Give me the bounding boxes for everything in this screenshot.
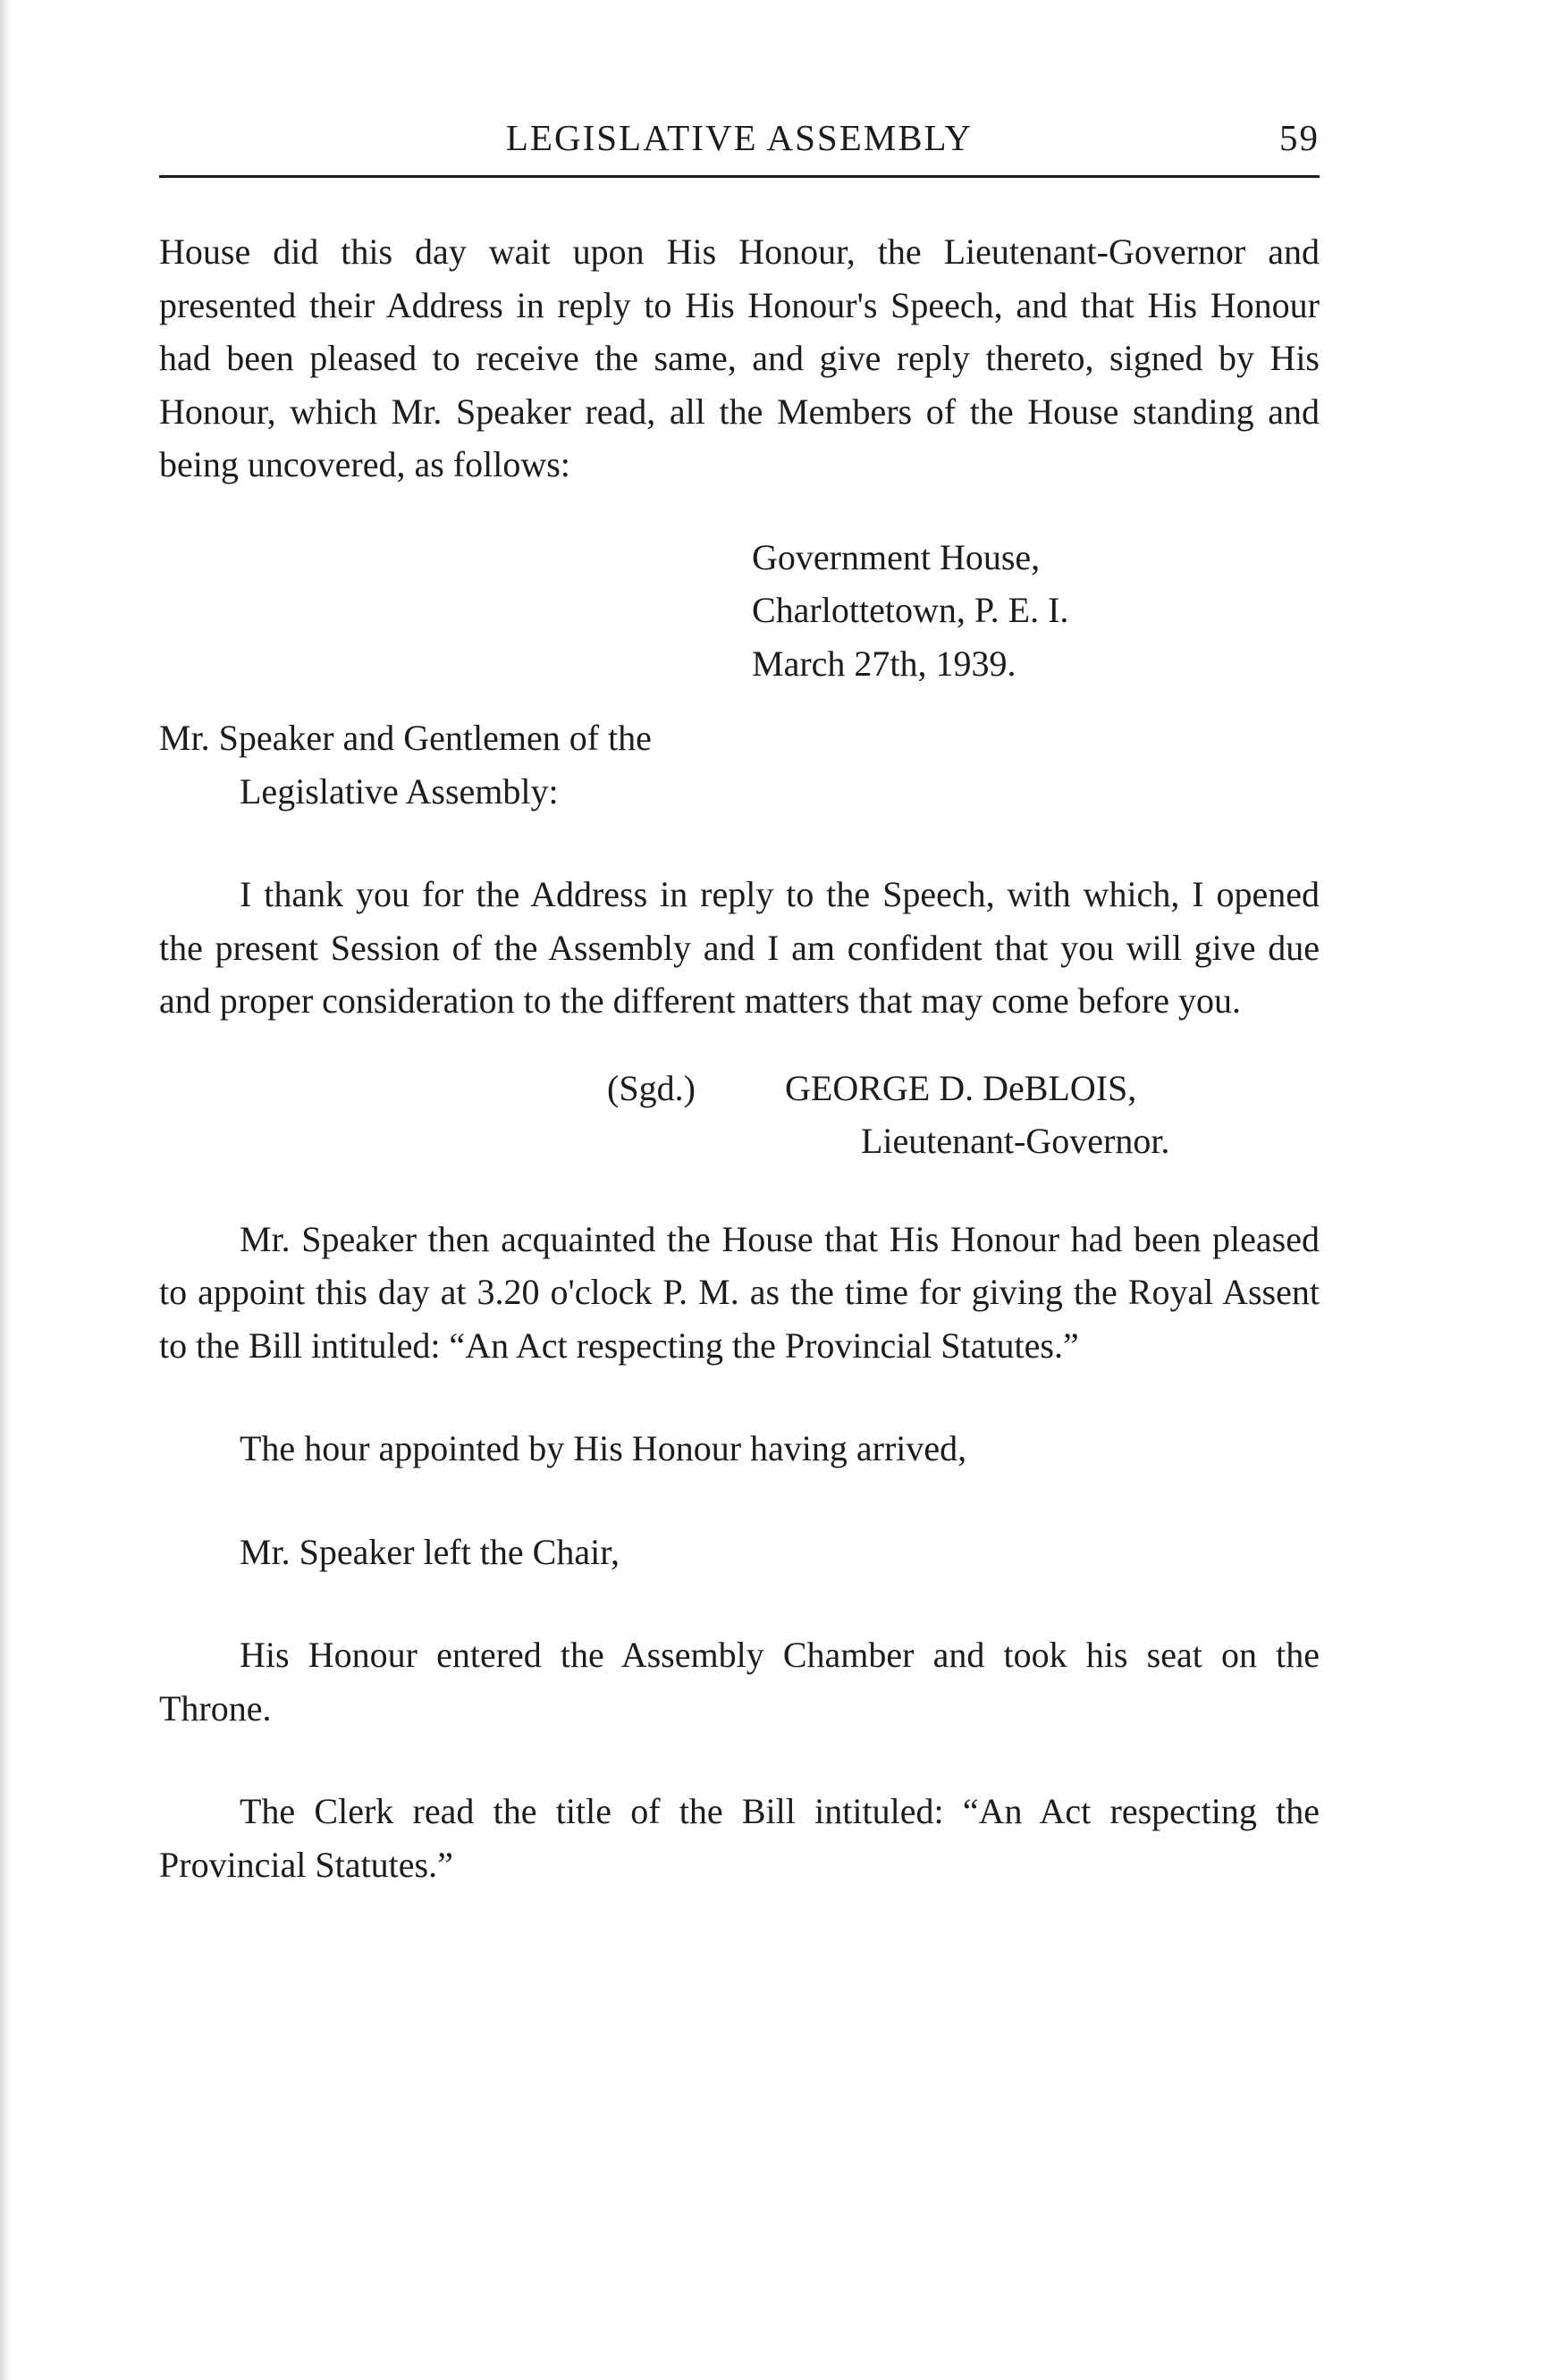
page-header [159, 109, 1320, 166]
address-line-1: Government House, [752, 536, 1041, 577]
salutation-line-2: Legislative Assembly: [240, 770, 559, 812]
royal-assent-paragraph: Mr. Speaker then acquainted the House that His Honour had been pleased to appoint this day at 3.20 o'clock P. M. as the time for giving the Royal Assent to the Bill intituled: “An Act respecting the Provincial Statutes.” [159, 1218, 1320, 1366]
salutation [159, 711, 1320, 818]
running-head: LEGISLATIVE ASSEMBLY [505, 117, 974, 158]
honour-entered-paragraph: His Honour entered the Assembly Chamber and took his seat on the Throne. [159, 1635, 1320, 1728]
page-edge-shadow [0, 0, 13, 2380]
address-date: March 27th, 1939. [752, 643, 1016, 684]
hour-arrived-paragraph: The hour appointed by His Honour having arrived, [240, 1428, 967, 1468]
page-number: 59 [1279, 117, 1320, 158]
salutation-line-1: Mr. Speaker and Gentlemen of the [159, 718, 652, 758]
address-line-2: Charlottetown, P. E. I. [752, 590, 1069, 630]
opening-paragraph: House did this day wait upon His Honour, the Lieutenant-Governor and presented their Address in reply to His Honour's Speech, and that His Honour had been pleased to receive the same, and give reply thereto, signed by His Honour, which Mr. Speaker read, all the Members of the House standing and being uncovered, as follows: [159, 231, 1320, 484]
address-block [752, 531, 1320, 691]
signature-prefix: (Sgd.) [607, 1067, 696, 1108]
signature-name: GEORGE D. DeBLOIS, [785, 1067, 1137, 1108]
page-body [159, 225, 1320, 1891]
signature-block [607, 1062, 1320, 1168]
speaker-left-paragraph: Mr. Speaker left the Chair, [240, 1531, 620, 1572]
header-rule [159, 175, 1320, 178]
signature-title: Lieutenant-Governor. [861, 1121, 1170, 1161]
letter-paragraph: I thank you for the Address in reply to the Speech, with which, I opened the present Session of the Assembly and I am confident that you will give due and proper consideration to the different matters that may come before you. [159, 874, 1320, 1021]
clerk-read-paragraph: The Clerk read the title of the Bill intituled: “An Act respecting the Provincial Statutes.” [159, 1791, 1320, 1885]
